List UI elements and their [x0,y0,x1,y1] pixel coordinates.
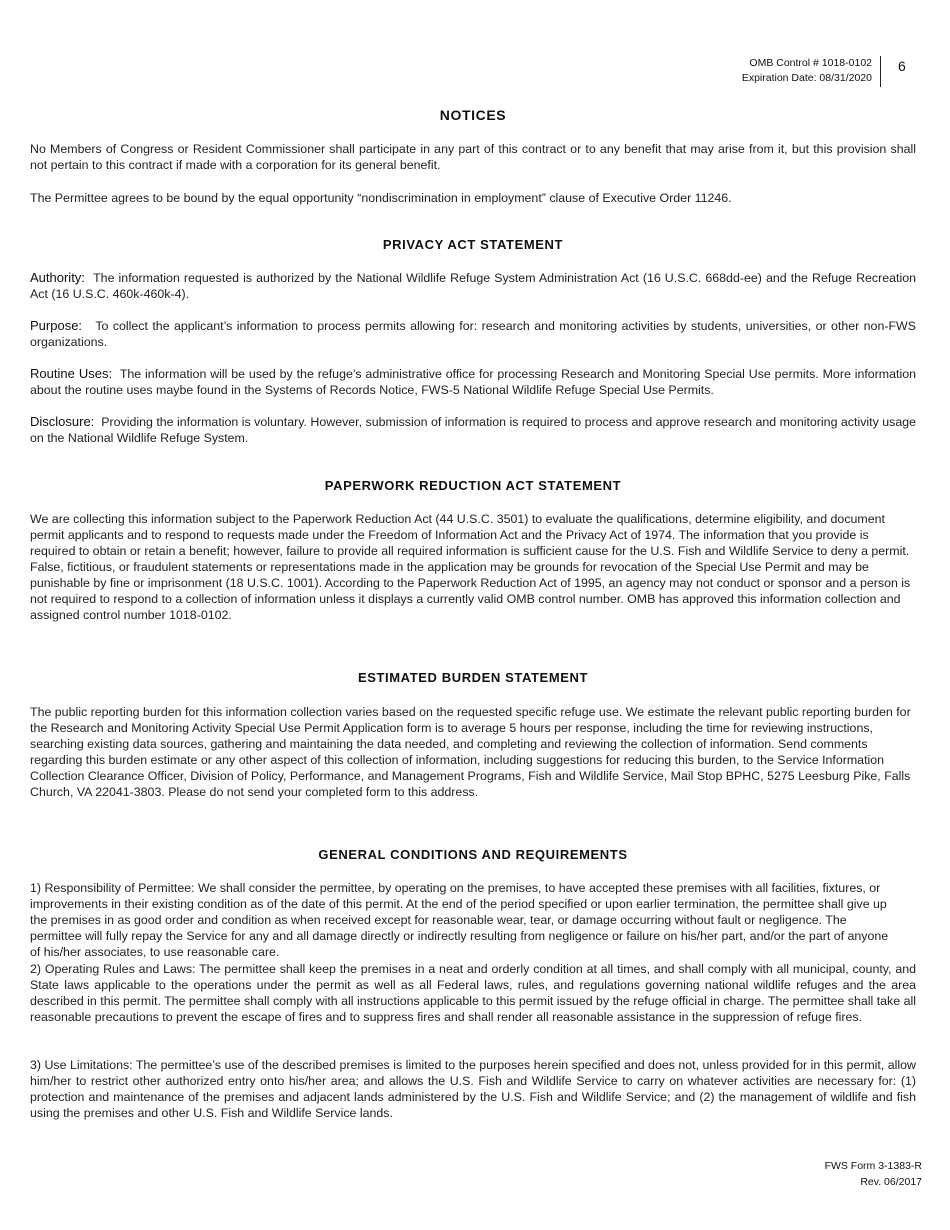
privacy-act-title: PRIVACY ACT STATEMENT [382,237,564,252]
burden-paragraph: The public reporting burden for this information collection varies based on the requested specific refuge use. We estimate the relevant public reporting burden for the Research and Monitoring Activity Special Use Permit Application form is to average 5 hours per response, including the time for reviewing instructions, searching existing data sources, gathering and maintaining the data needed, and completing and reviewing the collection of information. Send comments regarding this burden estimate or any other aspect of this collection of information, including suggestions for reducing this burden, to the Service Information Collection Clearance Officer, Division of Policy, Performance, and Management Programs, Fish and Wildlife Service, Mail Stop BPHC, 5275 Leesburg Pike, Falls Church, VA 22041-3803. Please do not send your completed form to this address. [30,705,911,799]
privacy-authority [30,270,916,302]
privacy-disclosure [30,414,916,446]
privacy-routine-uses [30,366,916,398]
purpose-text: To collect the applicant’s information to process permits allowing for: research and monitoring activities by students, universities, or other non-FWS organizations. [30,319,916,349]
notices-title: NOTICES [439,107,507,123]
omb-control-number: OMB Control # 1018-0102 [749,57,872,69]
purpose-label: Purpose: [30,318,83,333]
page-number: 6 [898,58,906,74]
notices-paragraph-1: No Members of Congress or Resident Commissioner shall participate in any part of this contract or to any benefit that may arise from it, but this provision shall not pertain to this contract if made with a corporation for its general benefit. [30,142,916,172]
authority-label: Authority: [30,270,85,285]
condition-item-3: 3) Use Limitations: The permittee’s use of the described premises is limited to the purposes herein specified and does not, unless provided for in this permit, allow him/her to restrict other authorized entry onto his/her area; and allows the U.S. Fish and Wildlife Service to carry on whatever activities are necessary for: (1) protection and maintenance of the premises and adjacent lands administered by the U.S. Fish and Wildlife Service; and (2) the management of wildlife and fish using the premises and other U.S. Fish and Wildlife Service lands. [30,1058,916,1120]
notices-paragraph-2: The Permittee agrees to be bound by the equal opportunity “nondiscrimination in employment” clause of Executive Order 11246. [30,191,732,205]
form-revision: Rev. 06/2017 [860,1176,922,1188]
form-footer [825,1158,922,1190]
disclosure-text: Providing the information is voluntary. However, submission of information is required to process and approve research and monitoring activity usage on the National Wildlife Refuge System. [30,415,916,445]
omb-header [742,56,881,87]
paperwork-act-title: PAPERWORK REDUCTION ACT STATEMENT [324,478,622,493]
condition-item-2: 2) Operating Rules and Laws: The permittee shall keep the premises in a neat and orderly condition at all times, and shall comply with all municipal, county, and State laws applicable to the operations under the permit as well as all Federal laws, rules, and regulations governing national wildlife refuges and the area described in this permit. The permittee shall comply with all instructions applicable to this permit issued by the refuge official in charge. The permittee shall take all reasonable precautions to prevent the escape of fires and to suppress fires and shall render all reasonable assistance in the suppression of refuge fires. [30,962,916,1024]
general-conditions-title: GENERAL CONDITIONS AND REQUIREMENTS [318,847,628,862]
expiration-date: Expiration Date: 08/31/2020 [741,72,872,84]
routine-uses-text: The information will be used by the refuge’s administrative office for processing Research and Monitoring Special Use permits. More information about the routine uses maybe found in the Systems of Records Notice, FWS-5 National Wildlife Refuge Special Use Permits. [30,367,916,397]
burden-statement-title: ESTIMATED BURDEN STATEMENT [357,670,589,685]
privacy-purpose [30,318,916,350]
paperwork-paragraph: We are collecting this information subject to the Paperwork Reduction Act (44 U.S.C. 3501) to evaluate the qualifications, determine eligibility, and document permit applicants and to respond to requests made under the Freedom of Information Act and the Privacy Act of 1974. The information that you provide is required to obtain or retain a benefit; however, failure to provide all required information is sufficient cause for the U.S. Fish and Wildlife Service to deny a permit. False, fictitious, or fraudulent statements or representations made in the application may be grounds for revocation of the Special Use Permit and may be punishable by fine or imprisonment (18 U.S.C. 1001). According to the Paperwork Reduction Act of 1995, an agency may not conduct or sponsor and a person is not required to respond to a collection of information unless it displays a currently valid OMB control number. OMB has approved this information collection and assigned control number 1018-0102. [30,512,911,622]
authority-text: The information requested is authorized by the National Wildlife Refuge System Administration Act (16 U.S.C. 668dd-ee) and the Refuge Recreation Act (16 U.S.C. 460k-460k-4). [30,271,916,301]
disclosure-label: Disclosure: [30,414,95,429]
condition-item-1: 1) Responsibility of Permittee: We shall consider the permittee, by operating on the premises, to have accepted these premises with all facilities, fixtures, or improvements in their existing condition as of the date of this permit. At the end of the period specified or upon earlier termination, the permittee shall give up the premises in as good order and condition as when received except for reasonable wear, tear, or damage occurring without fault or negligence. The permittee will fully repay the Service for any and all damage directly or indirectly resulting from negligence or failure on his/her part, and/or the part of anyone of his/her associates, to use reasonable care. [30,881,889,959]
routine-uses-label: Routine Uses: [30,366,113,381]
form-number: FWS Form 3-1383-R [824,1160,922,1172]
